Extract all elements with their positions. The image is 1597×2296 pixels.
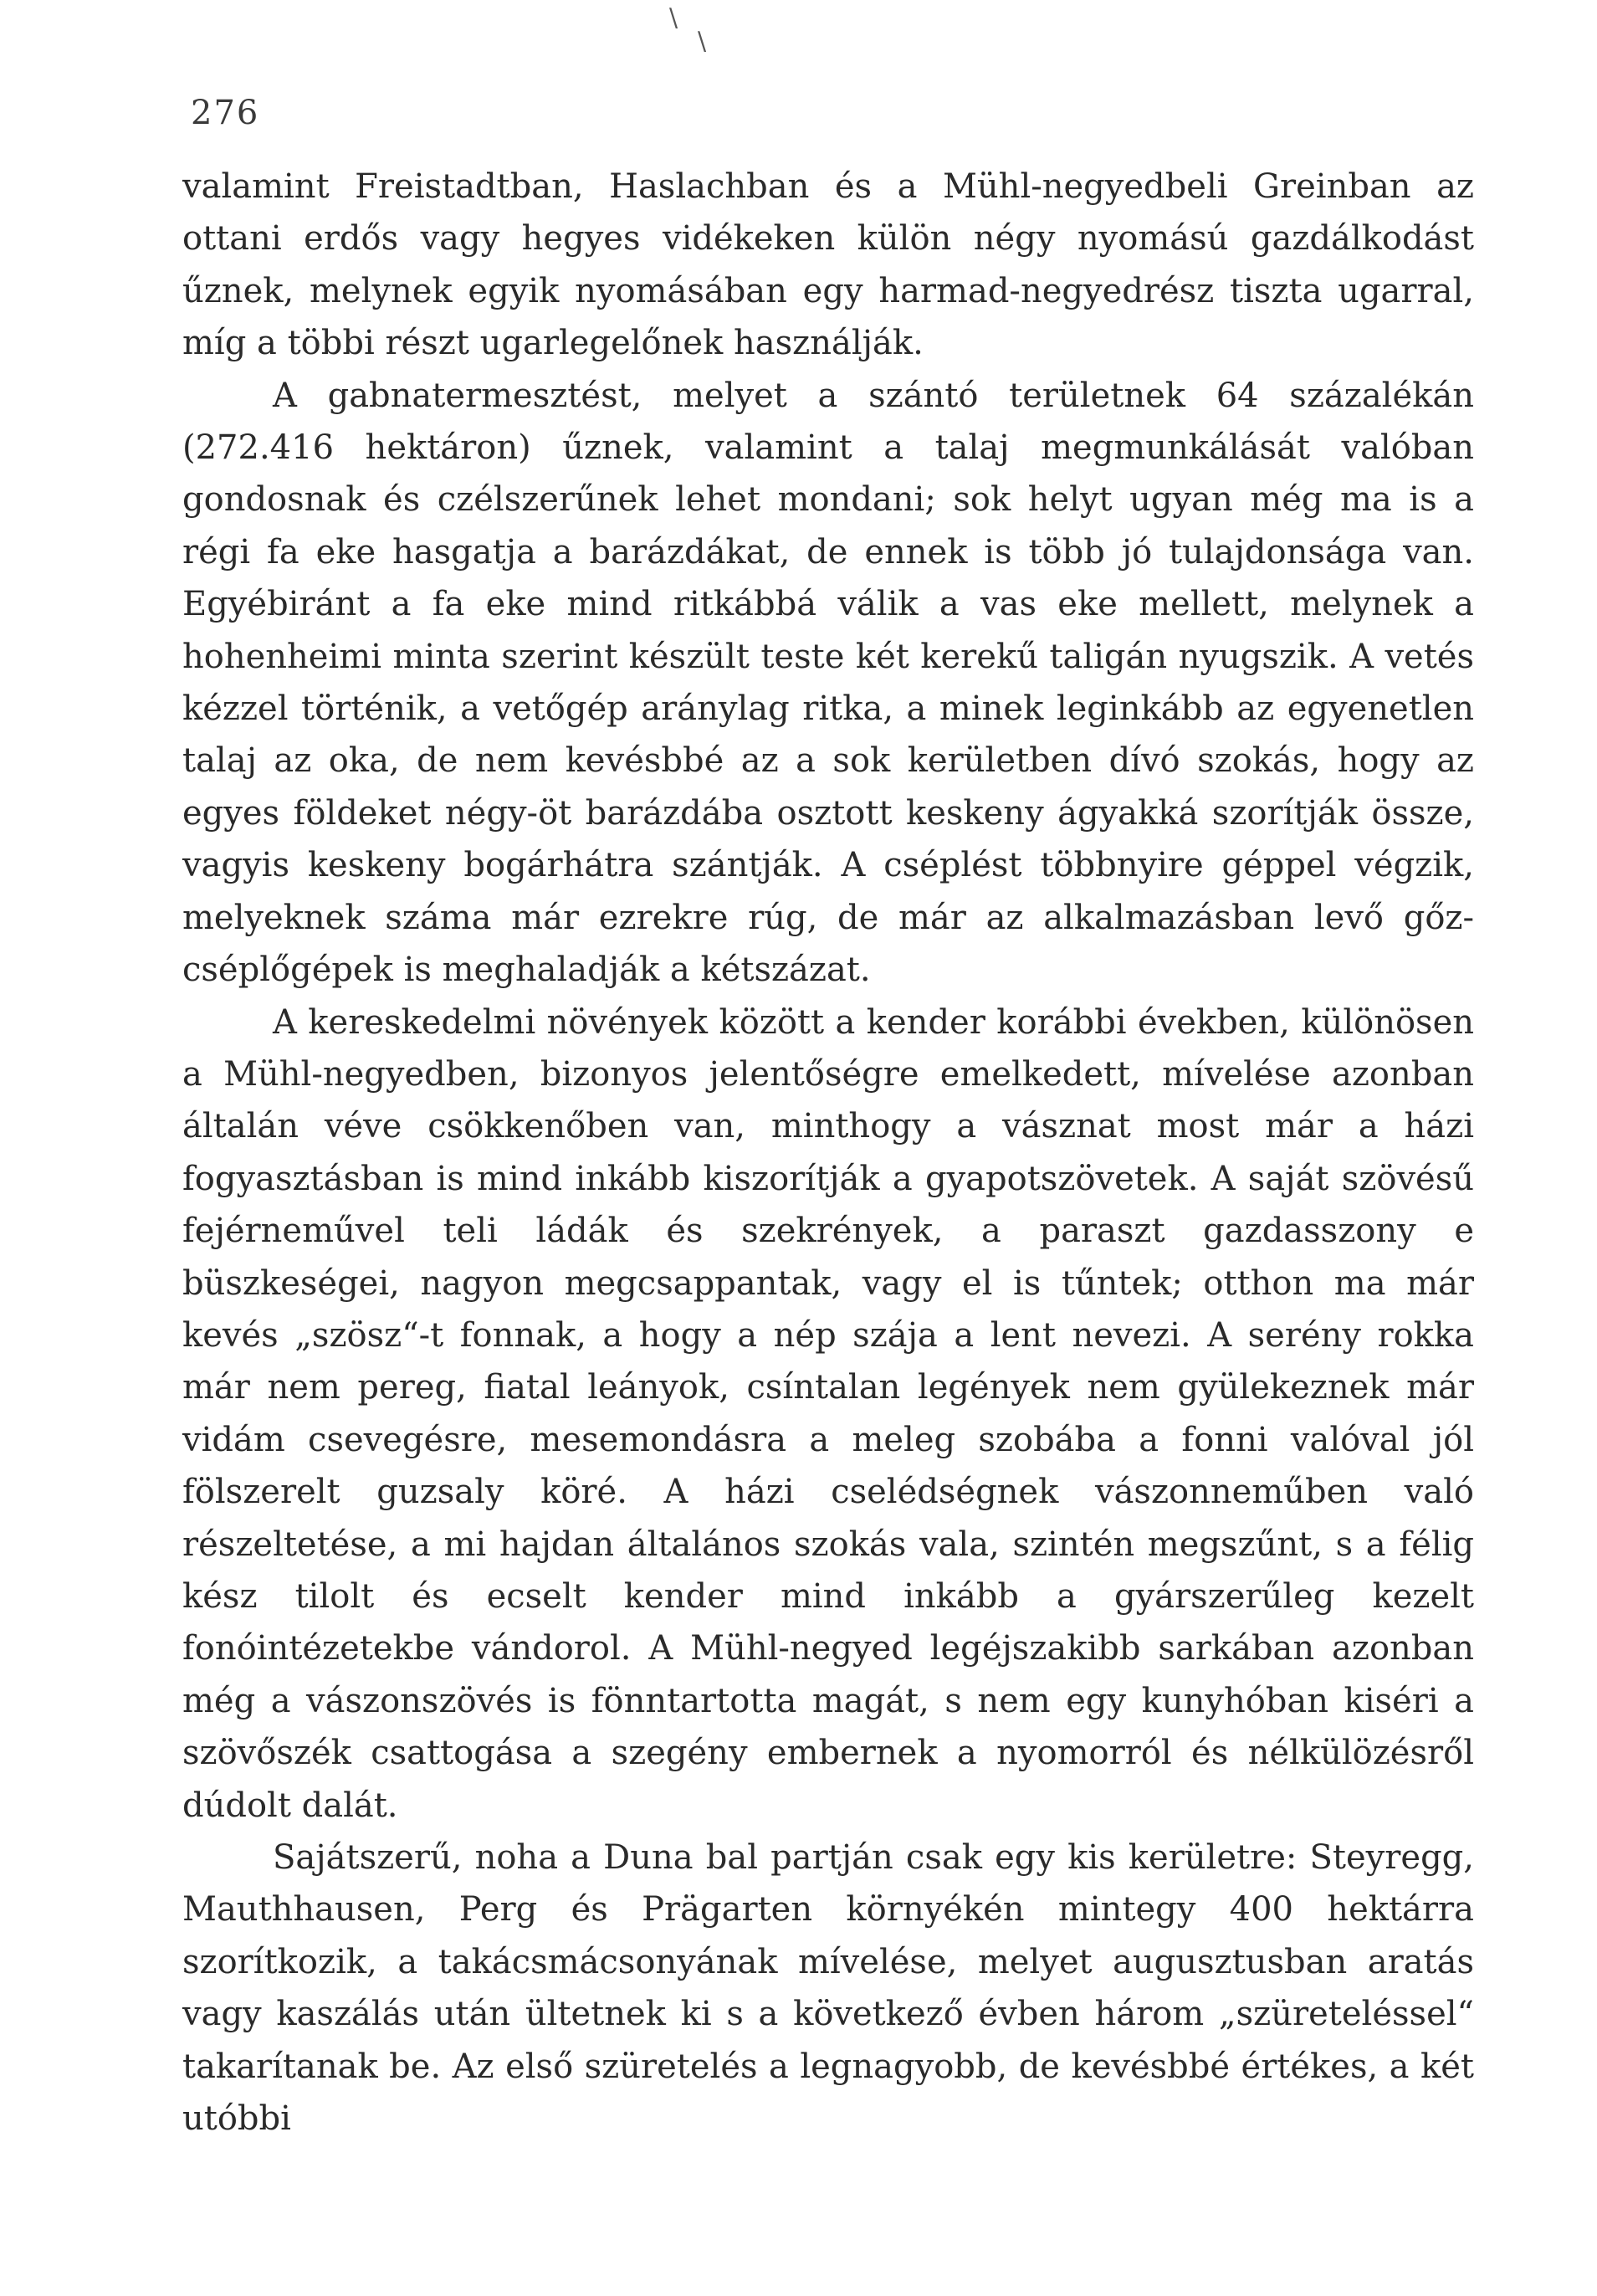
paragraph: A gabnatermesztést, melyet a szántó területnek 64 százalékán (272.416 hektáron) űznek, valamint a talaj megmunkálását valóban gondosnak és czélszerűnek lehet mondani; sok helyt ugyan még ma is a régi fa eke hasgatja a barázdákat, de ennek is több jó tulajdonsága van. Egyébiránt a fa eke mind ritkábbá válik a vas eke mellett, melynek a hohenheimi minta szerint készült teste két kerekű taligán nyugszik. A vetés kézzel történik, a vetőgép aránylag ritka, a minek leginkább az egyenetlen talaj az oka, de nem kevésbbé az a sok kerületben dívó szokás, hogy az egyes földeket négy-öt barázdába osztott keskeny ágyakká szorítják össze, vagyis keskeny bogárhátra szántják. A cséplést többnyire géppel végzik, melyeknek száma már ezrekre rúg, de már az alkalmazásban levő gőz-cséplőgépek is meghaladják a kétszázat. <box>182 376 1474 990</box>
scan-artifact-mark: \ <box>669 3 678 33</box>
page-number: 276 <box>191 94 260 132</box>
paragraph: A kereskedelmi növények között a kender korábbi években, különösen a Mühl-negyedben, bizonyos jelentőségre emelkedett, mívelése azonban általán véve csökkenőben van, minthogy a vásznat most már a házi fogyasztásban is mind inkább kiszorítják a gyapotszövetek. A saját szövésű fejérneművel teli ládák és szekrények, a paraszt gazdasszony e büszkeségei, nagyon megcsappantak, vagy el is tűntek; otthon ma már kevés „szösz“-t fonnak, a hogy a nép szája a lent nevezi. A serény rokka már nem pereg, fiatal leányok, csíntalan legények nem gyülekeznek már vidám csevegésre, mesemondásra a meleg szobába a fonni valóval jól fölszerelt guzsaly köré. A házi cselédségnek vászonneműben való részeltetése, a mi hajdan általános szokás vala, szintén megszűnt, s a félig kész tilolt és ecselt kender mind inkább a gyárszerűleg kezelt fonóintézetekbe vándorol. A Mühl-negyed legéjszakibb sarkában azonban még a vászonszövés is fönntartotta magát, s nem egy kunyhóban kiséri a szövőszék csattogása a szegény embernek a nyomorról és nélkülözésről dúdolt dalát. <box>182 1002 1474 1825</box>
paragraph: valamint Freistadtban, Haslachban és a Mühl-negyedbeli Greinban az ottani erdős vagy hegyes vidékeken külön négy nyomású gazdálkodást űznek, melynek egyik nyomásában egy harmad-negyedrész tiszta ugarral, míg a többi részt ugarlegelőnek használják. <box>182 167 1474 363</box>
body-text <box>182 161 1474 2145</box>
paragraph: Sajátszerű, noha a Duna bal partján csak egy kis kerületre: Steyregg, Mauthhausen, Perg és Prägarten környékén mintegy 400 hektárra szorítkozik, a takácsmácsonyának mívelése, melyet augusztusban aratás vagy kaszálás után ültetnek ki s a következő évben három „szüreteléssel“ takarítanak be. Az első szüretelés a legnagyobb, de kevésbbé értékes, a két utóbbi <box>182 1838 1474 2139</box>
scan-artifact-mark: \ <box>698 27 707 56</box>
